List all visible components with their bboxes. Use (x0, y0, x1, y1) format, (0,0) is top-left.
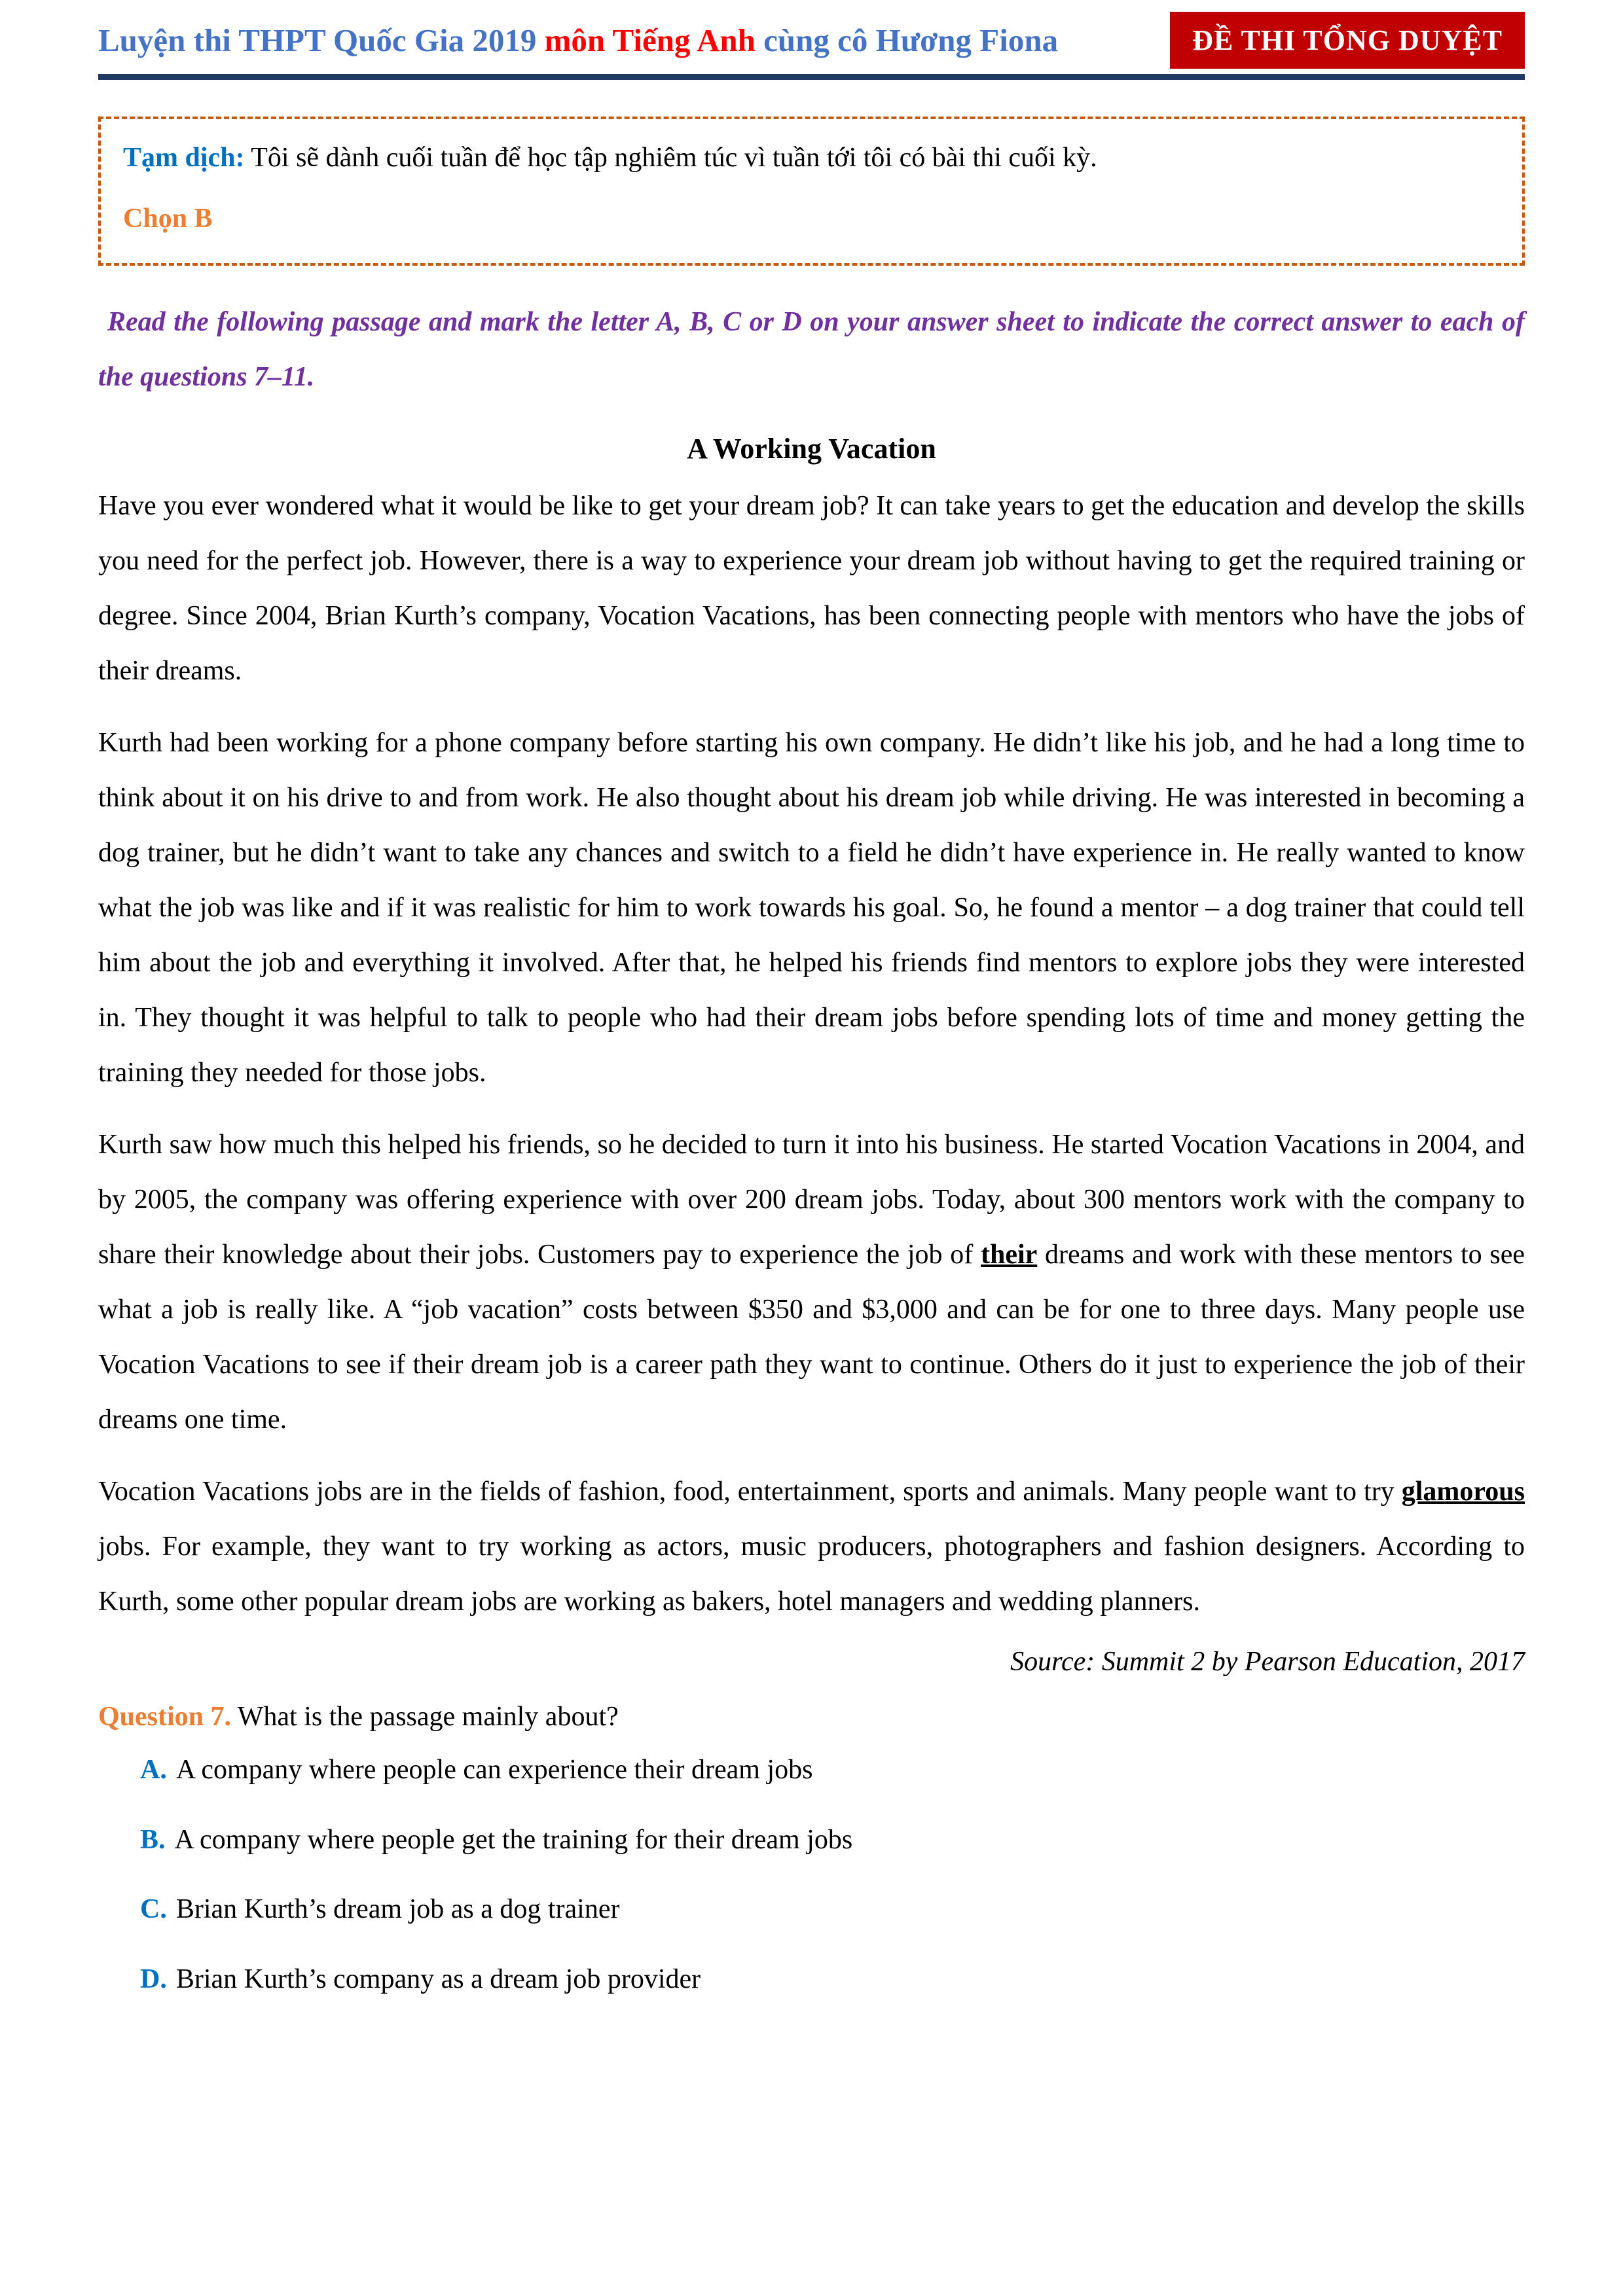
option-d (140, 1963, 1525, 1996)
option-c (140, 1893, 1525, 1926)
exam-badge: ĐỀ THI TỔNG DUYỆT (1170, 12, 1525, 69)
option-c-text: Brian Kurth’s dream job as a dog trainer (175, 1894, 620, 1925)
question-text: What is the passage mainly about? (231, 1702, 619, 1732)
passage-paragraph-3 (98, 1117, 1525, 1447)
translation-label: Tạm dịch: (123, 143, 245, 173)
option-a-letter: A. (140, 1755, 167, 1785)
paragraph-3-after: dreams and work with these mentors to see what a job is really like. A “job vacation” costs between $350 and $3,000 and can be for one to three days. Many people use Vocation Vacations to see if their dream job is a career path they want to continue. Others do it just to experience the job of their dreams one time. (98, 1240, 1525, 1435)
paragraph-3-before: Kurth saw how much this helped his friends, so he decided to turn it into his business. He started Vocation Vacations in 2004, and by 2005, the company was offering experience with over 200 dream jobs. Today, about 300 mentors work with the company to share their knowledge about their jobs. Customers pay to experience the job of (98, 1130, 1525, 1270)
passage-paragraph-1: Have you ever wondered what it would be like to get your dream job? It can take years to get the education and develop the skills you need for the perfect job. However, there is a way to experience your dream job without having to get the required training or degree. Since 2004, Brian Kurth’s company, Vocation Vacations, has been connecting people with mentors who have the jobs of their dreams. (98, 491, 1525, 687)
header-title-part2: môn Tiếng Anh (544, 22, 756, 58)
question-label: Question 7. (98, 1702, 232, 1732)
translation-box (98, 117, 1525, 266)
passage-paragraph-2: Kurth had been working for a phone company before starting his own company. He didn’t like his job, and he had a long time to think about it on his drive to and from work. He also thought about his dream job while driving. He was interested in becoming a dog trainer, but he didn’t want to take any chances and switch to a field he didn’t have experience in. He really wanted to know what the job was like and if it was realistic for him to work towards his goal. So, he found a mentor – a dog trainer that could tell him about the job and everything it involved. After that, he helped his friends find mentors to explore jobs they were interested in. They thought it was helpful to talk to people who had their dream jobs before spending lots of time and money getting the training they needed for those jobs. (98, 728, 1525, 1088)
translation-text: Tôi sẽ dành cuối tuần để học tập nghiêm túc vì tuần tới tôi có bài thi cuối kỳ. (244, 143, 1097, 173)
source-line: Source: Summit 2 by Pearson Education, 2017 (1010, 1647, 1525, 1677)
header (98, 12, 1525, 80)
option-b-text: A company where people get the training for their dream jobs (174, 1824, 853, 1855)
option-b-letter: B. (140, 1824, 166, 1855)
option-a (140, 1753, 1525, 1786)
paragraph-4-before: Vocation Vacations jobs are in the fields of fashion, food, entertainment, sports and animals. Many people want to try (98, 1477, 1402, 1507)
header-title-part3: cùng cô Hương Fiona (755, 22, 1059, 58)
paragraph-4-after: jobs. For example, they want to try working as actors, music producers, photographers and fashion designers. According to Kurth, some other popular dream jobs are working as bakers, hotel managers and wedding planners. (98, 1532, 1525, 1617)
page-title (98, 22, 1058, 59)
option-a-text: A company where people can experience their dream jobs (175, 1755, 813, 1785)
chosen-answer: Chọn B (123, 204, 213, 234)
passage-paragraph-4 (98, 1464, 1525, 1629)
option-c-letter: C. (140, 1894, 167, 1925)
passage-title: A Working Vacation (687, 433, 936, 465)
emphasized-word-their: their (981, 1240, 1038, 1270)
option-d-text: Brian Kurth’s company as a dream job provider (175, 1964, 701, 1994)
question-7 (98, 1689, 1525, 1744)
option-d-letter: D. (140, 1964, 167, 1994)
options-list (140, 1753, 1525, 1996)
header-title-part1: Luyện thi THPT Quốc Gia 2019 (98, 22, 545, 58)
option-b (140, 1823, 1525, 1856)
emphasized-word-glamorous: glamorous (1401, 1477, 1525, 1507)
instruction-text: Read the following passage and mark the letter A, B, C or D on your answer sheet to indicate the correct answer to each of the questions 7–11. (98, 307, 1525, 393)
